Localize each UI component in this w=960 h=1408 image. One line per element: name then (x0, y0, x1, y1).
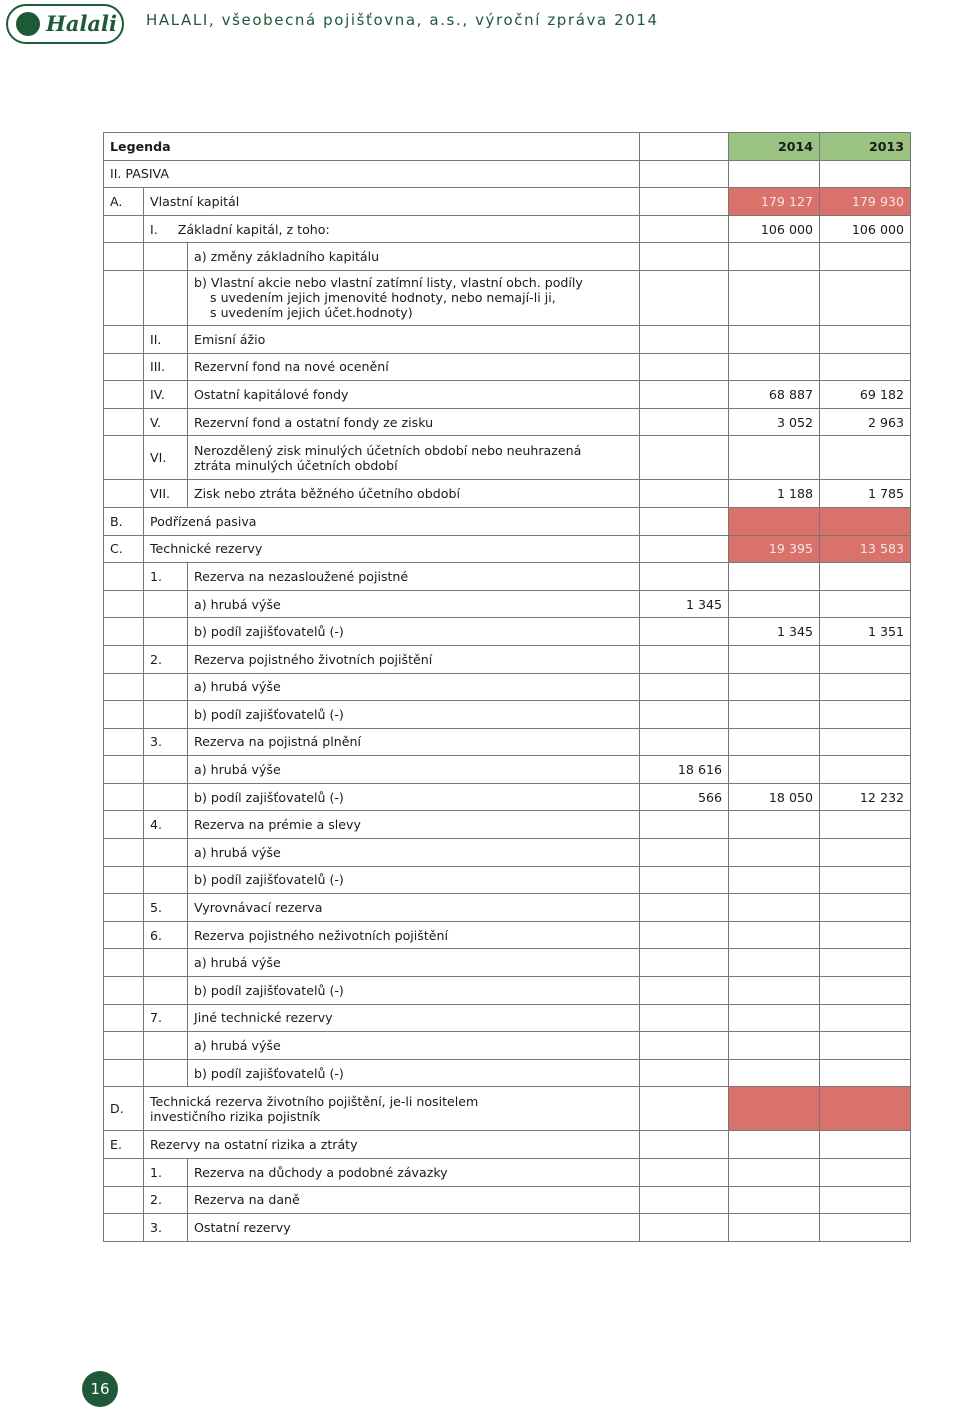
row-number: II. (144, 325, 188, 353)
row-label: Rezervy na ostatní rizika a ztráty (144, 1131, 640, 1159)
row-label: Podřízená pasiva (144, 507, 640, 535)
row-number: D. (104, 1087, 144, 1131)
value-2014: 1 188 (729, 480, 820, 508)
row-label: Rezerva na prémie a slevy (188, 811, 640, 839)
value-2014 (729, 1087, 820, 1131)
row-number: A. (104, 188, 144, 216)
row-label: Ostatní rezervy (188, 1214, 640, 1242)
row-number: B. (104, 507, 144, 535)
row-label (188, 270, 640, 325)
balance-sheet-table (103, 132, 911, 1242)
value-subtotal: 566 (640, 783, 729, 811)
value-2013: 13 583 (820, 535, 911, 563)
row-number: 5. (144, 894, 188, 922)
row-label: Rezerva na pojistná plnění (188, 728, 640, 756)
page-number: 16 (82, 1371, 118, 1407)
row-number: V. (144, 408, 188, 436)
table-row (104, 507, 911, 535)
row-label: Rezervní fond na nové ocenění (188, 353, 640, 381)
table-row (104, 866, 911, 894)
table-row (104, 1004, 911, 1032)
value-2013: 69 182 (820, 381, 911, 409)
row-number: 1. (144, 1159, 188, 1187)
table-row (104, 673, 911, 701)
row-label: b) podíl zajišťovatelů (-) (188, 701, 640, 729)
table-row (104, 353, 911, 381)
value-2013 (820, 1087, 911, 1131)
row-label: Zisk nebo ztráta běžného účetního období (188, 480, 640, 508)
table-row (104, 243, 911, 271)
row-label: a) změny základního kapitálu (188, 243, 640, 271)
table-row (104, 894, 911, 922)
table-row (104, 160, 911, 188)
table-row (104, 535, 911, 563)
row-text-line2: s uvedením jejich jmenovité hodnoty, nebo nemají-li ji, (210, 290, 556, 306)
table-row (104, 215, 911, 243)
table-row (104, 480, 911, 508)
value-2013: 106 000 (820, 215, 911, 243)
row-number: 3. (144, 728, 188, 756)
value-2014: 18 050 (729, 783, 820, 811)
row-number: 2. (144, 645, 188, 673)
row-label (188, 436, 640, 480)
row-label: a) hrubá výše (188, 756, 640, 784)
value-2013: 1 351 (820, 618, 911, 646)
empty-cell (640, 133, 729, 161)
row-label: a) hrubá výše (188, 1032, 640, 1060)
row-text-line3: s uvedením jejich účet.hodnoty) (210, 305, 413, 321)
row-label: Rezerva pojistného životních pojištění (188, 645, 640, 673)
row-number: VI. (144, 436, 188, 480)
value-2013: 12 232 (820, 783, 911, 811)
row-number: C. (104, 535, 144, 563)
row-label: b) podíl zajišťovatelů (-) (188, 977, 640, 1005)
row-label (144, 215, 640, 243)
table-row (104, 618, 911, 646)
row-number: 4. (144, 811, 188, 839)
row-label: b) podíl zajišťovatelů (-) (188, 866, 640, 894)
table-row (104, 563, 911, 591)
table-row (104, 728, 911, 756)
row-label: Vyrovnávací rezerva (188, 894, 640, 922)
report-title: HALALI, všeobecná pojišťovna, a.s., výroční zpráva 2014 (146, 11, 659, 29)
logo-emblem-icon (16, 12, 40, 36)
value-2014: 19 395 (729, 535, 820, 563)
row-text-line1: b) Vlastní akcie nebo vlastní zatímní listy, vlastní obch. podíly (194, 275, 583, 291)
table-row (104, 1087, 911, 1131)
row-text-line2: ztráta minulých účetních období (194, 457, 398, 473)
row-label: II. PASIVA (104, 160, 640, 188)
row-label: b) podíl zajišťovatelů (-) (188, 618, 640, 646)
table-row (104, 811, 911, 839)
row-label: Rezerva na daně (188, 1186, 640, 1214)
table-row (104, 1032, 911, 1060)
row-number: I. (150, 221, 158, 237)
row-number: III. (144, 353, 188, 381)
table-row (104, 436, 911, 480)
value-2014: 179 127 (729, 188, 820, 216)
value-2014: 68 887 (729, 381, 820, 409)
table-row (104, 1214, 911, 1242)
row-text-line1: Technická rezerva životního pojištění, je-li nositelem (150, 1093, 479, 1109)
year-2014-heading: 2014 (729, 133, 820, 161)
value-2014: 3 052 (729, 408, 820, 436)
table-row (104, 839, 911, 867)
row-number: IV. (144, 381, 188, 409)
table-header-row (104, 133, 911, 161)
row-label: a) hrubá výše (188, 673, 640, 701)
row-label: a) hrubá výše (188, 590, 640, 618)
row-number: 1. (144, 563, 188, 591)
row-label: Vlastní kapitál (144, 188, 640, 216)
row-label: Ostatní kapitálové fondy (188, 381, 640, 409)
row-label (144, 1087, 640, 1131)
value-2013: 2 963 (820, 408, 911, 436)
row-label: Rezerva na nezasloužené pojistné (188, 563, 640, 591)
row-label: b) podíl zajišťovatelů (-) (188, 783, 640, 811)
value-2013: 179 930 (820, 188, 911, 216)
row-text-line1: Nerozdělený zisk minulých účetních období nebo neuhrazená (194, 442, 582, 458)
table-row (104, 977, 911, 1005)
row-label: Rezervní fond a ostatní fondy ze zisku (188, 408, 640, 436)
table-row (104, 590, 911, 618)
table-row (104, 408, 911, 436)
table-row (104, 188, 911, 216)
table-row (104, 921, 911, 949)
legend-heading: Legenda (104, 133, 640, 161)
halali-logo (6, 4, 124, 44)
table-row (104, 325, 911, 353)
value-2013: 1 785 (820, 480, 911, 508)
table-row (104, 1159, 911, 1187)
value-2013 (820, 507, 911, 535)
table-row (104, 756, 911, 784)
value-2014 (729, 507, 820, 535)
logo-text: Halali (46, 11, 117, 36)
table-row (104, 645, 911, 673)
value-subtotal: 1 345 (640, 590, 729, 618)
row-label: a) hrubá výše (188, 839, 640, 867)
row-text: Základní kapitál, z toho: (177, 221, 330, 237)
value-2014: 1 345 (729, 618, 820, 646)
row-label: Technické rezervy (144, 535, 640, 563)
table-row (104, 1131, 911, 1159)
table-row (104, 1059, 911, 1087)
row-number: 6. (144, 921, 188, 949)
table-row (104, 270, 911, 325)
row-label: a) hrubá výše (188, 949, 640, 977)
row-number: 2. (144, 1186, 188, 1214)
table-row (104, 783, 911, 811)
table-row (104, 381, 911, 409)
row-number: 3. (144, 1214, 188, 1242)
row-text-line2: investičního rizika pojistník (150, 1108, 321, 1124)
row-number: E. (104, 1131, 144, 1159)
table-row (104, 1186, 911, 1214)
year-2013-heading: 2013 (820, 133, 911, 161)
row-label: b) podíl zajišťovatelů (-) (188, 1059, 640, 1087)
row-number: VII. (144, 480, 188, 508)
row-number: 7. (144, 1004, 188, 1032)
table-row (104, 949, 911, 977)
row-label: Jiné technické rezervy (188, 1004, 640, 1032)
value-2014: 106 000 (729, 215, 820, 243)
page-header (0, 0, 960, 48)
row-label: Emisní ážio (188, 325, 640, 353)
row-label: Rezerva pojistného neživotních pojištění (188, 921, 640, 949)
table-row (104, 701, 911, 729)
row-label: Rezerva na důchody a podobné závazky (188, 1159, 640, 1187)
value-subtotal: 18 616 (640, 756, 729, 784)
